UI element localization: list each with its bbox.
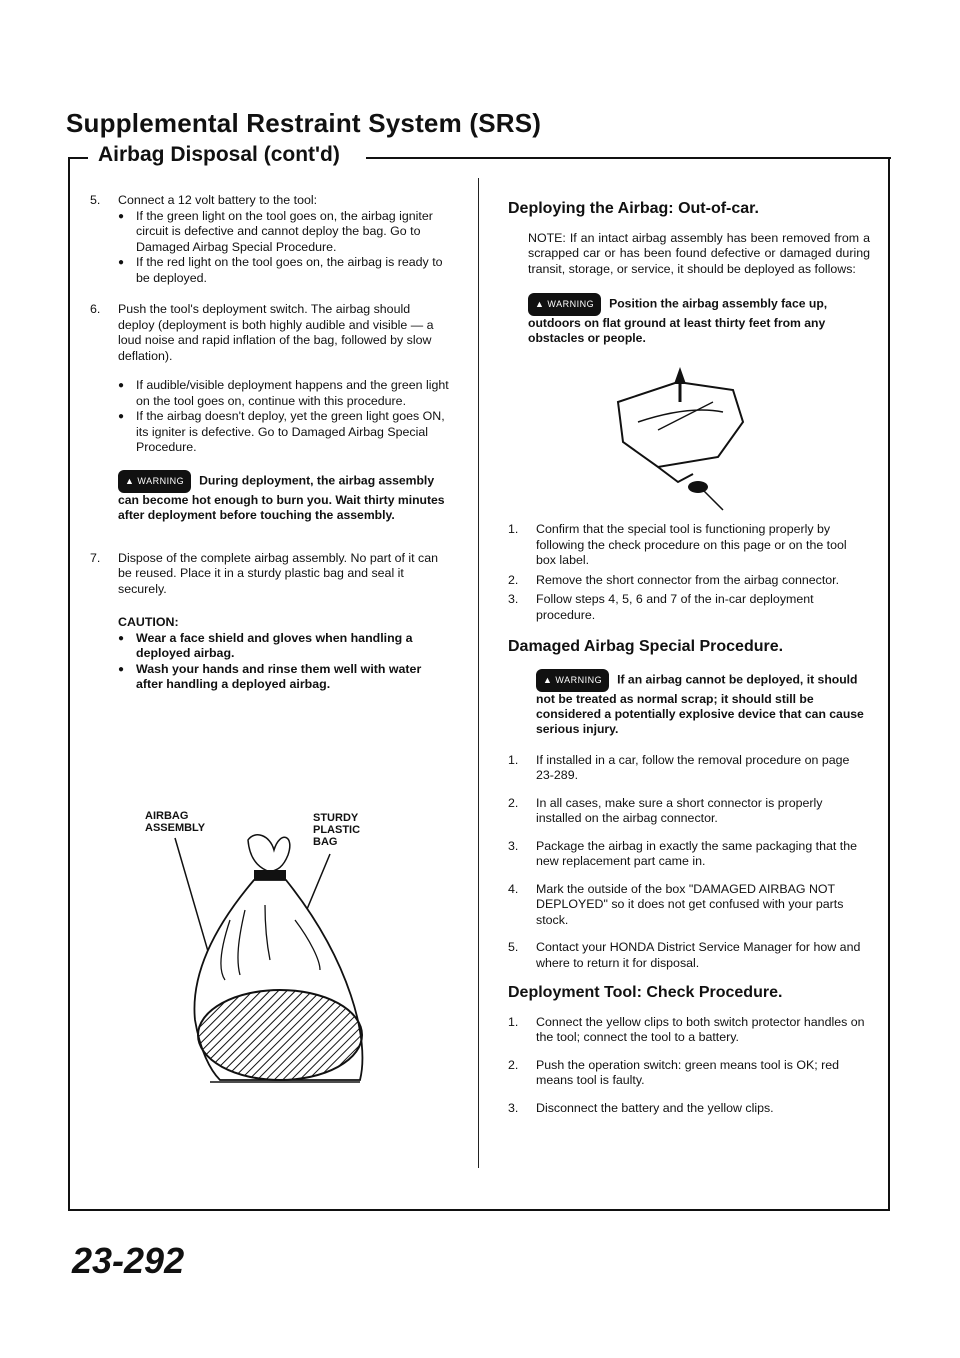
heading-damaged-airbag: Damaged Airbag Special Procedure. xyxy=(508,638,784,655)
warning-badge: ▲ WARNING xyxy=(118,470,191,493)
right-column xyxy=(508,193,870,1128)
step-item: 1. If installed in a car, follow the removal procedure on page 23-289. xyxy=(508,752,850,782)
warning-block: ▲ WARNING If an airbag cannot be deployed, it should not be treated as normal scrap; it should still be considered a potentially explosive device that can cause serious injury. xyxy=(508,669,870,737)
step-number: 5. xyxy=(90,193,101,207)
bullet-item: ● If the airbag doesn't deploy, yet the green light goes ON, its igniter is defective. Go to Damaged Airbag Special Procedure. xyxy=(118,409,445,454)
tool-steps xyxy=(508,1015,870,1117)
step-item: 2. Push the operation switch: green means tool is OK; red means tool is faulty. xyxy=(508,1057,840,1087)
bullet-item: ● If audible/visible deployment happens and the green light on the tool goes on, continue with this procedure. xyxy=(118,378,449,408)
note-text: NOTE: If an intact airbag assembly has been removed from a scrapped car or has been found defective or damaged during transit, storage, or service, it should be deployed as follows: xyxy=(528,230,870,276)
warning-badge: ▲ WARNING xyxy=(536,669,609,692)
warning-block: ▲ WARNING Position the airbag assembly face up, outdoors on flat ground at least thirty feet from any obstacles or people. xyxy=(508,293,870,346)
page-title: Supplemental Restraint System (SRS) xyxy=(66,108,542,138)
step-item: 3. Package the airbag in exactly the same packaging that the new replacement part came in. xyxy=(508,838,857,868)
heading-tool-check: Deployment Tool: Check Procedure. xyxy=(508,984,783,1001)
step-item: 3. Disconnect the battery and the yellow clips. xyxy=(508,1100,774,1115)
page-number: 23-292 xyxy=(72,1240,185,1281)
heading-out-of-car: Deploying the Airbag: Out-of-car. xyxy=(508,200,759,217)
step-item: 2. In all cases, make sure a short connector is properly installed on the airbag connector. xyxy=(508,795,823,825)
step-number: 6. xyxy=(90,302,101,316)
out-of-car-steps xyxy=(508,522,870,623)
step-number: 7. xyxy=(90,550,101,565)
warning-badge: ▲ WARNING xyxy=(528,293,601,316)
step-6 xyxy=(90,302,450,539)
column-divider xyxy=(478,178,479,1168)
step-7 xyxy=(90,551,450,693)
step-item: 2. Remove the short connector from the airbag connector. xyxy=(508,572,840,587)
left-column xyxy=(90,193,450,705)
airbag-module-figure xyxy=(508,362,870,512)
bullet-item: ● If the green light on the tool goes on, the airbag igniter circuit is defective and cannot deploy the bag. Go to Damaged Airbag Special Procedure. xyxy=(118,208,433,254)
caution-heading: CAUTION: xyxy=(118,615,179,629)
bullet-item: ● Wash your hands and rinse them well with water after handling a deployed airbag. xyxy=(118,661,422,691)
step-item: 1. Connect the yellow clips to both switch protector handles on the tool; connect the tool to a battery. xyxy=(508,1014,865,1044)
section-subtitle: Airbag Disposal (cont'd) xyxy=(98,143,340,166)
step-item: 5. Contact your HONDA District Service Manager for how and where to return it for disposal. xyxy=(508,940,861,970)
step-item: 3. Follow steps 4, 5, 6 and 7 of the in-car deployment procedure. xyxy=(508,592,814,622)
step-item: 4. Mark the outside of the box "DAMAGED AIRBAG NOT DEPLOYED" so it does not get confused with your parts stock. xyxy=(508,881,844,927)
bullet-item: ● Wear a face shield and gloves when handling a deployed airbag. xyxy=(118,630,413,660)
step-5 xyxy=(90,193,450,286)
airbag-bag-figure: AIRBAG ASSEMBLY STURDY PLASTIC BAG xyxy=(170,810,430,1110)
step-text: Connect a 12 volt battery to the tool: xyxy=(118,193,318,207)
bag-drawing xyxy=(170,810,430,1110)
step-item: 1. Confirm that the special tool is functioning properly by following the check procedure on this page or on the tool box label. xyxy=(508,522,847,567)
step-text: Dispose of the complete airbag assembly. No part of it can be reused. Place it in a sturdy plastic bag and seal it securely. xyxy=(118,550,439,596)
step-text: Push the tool's deployment switch. The airbag should deploy (deployment is both highly audible and visible — a loud noise and rapid inflation of the bag, followed by slow deflation). xyxy=(118,302,434,363)
warning-block: ▲ WARNING During deployment, the airbag assembly can become hot enough to burn you. Wait thirty minutes after deployment before touching the assembly. xyxy=(118,470,450,523)
bullet-item: ● If the red light on the tool goes on, the airbag is ready to be deployed. xyxy=(118,255,443,285)
damaged-steps xyxy=(508,753,870,972)
